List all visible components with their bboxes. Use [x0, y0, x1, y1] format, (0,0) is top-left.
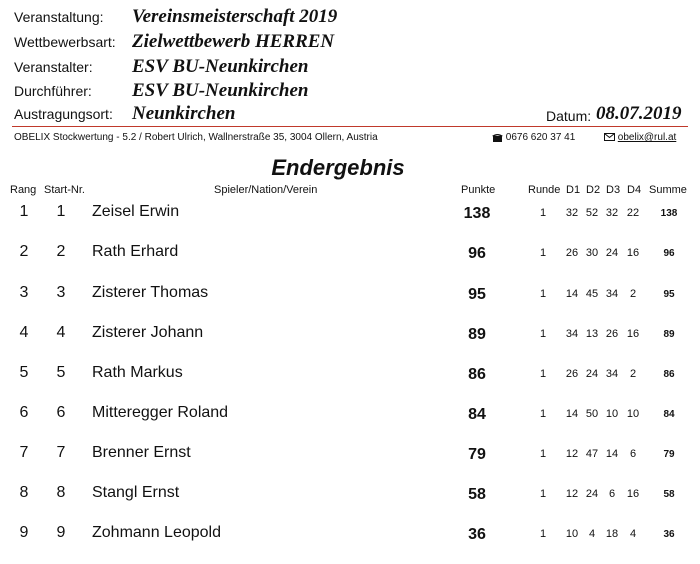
cell-rang: 3: [19, 284, 29, 301]
table-row: [0, 404, 700, 444]
cell-rang: 6: [19, 404, 29, 421]
table-row: [0, 324, 700, 364]
cell-name: Zohmann Leopold: [92, 524, 221, 541]
table-row: [0, 203, 700, 243]
cell-runde: 1: [539, 368, 547, 380]
cell-summe: 84: [663, 409, 675, 420]
cell-rang: 1: [19, 203, 29, 220]
col-d1: D1: [566, 184, 581, 196]
software-info: OBELIX Stockwertung - 5.2 / Robert Ulrich, Wallnerstraße 35, 3004 Ollern, Austria: [14, 132, 378, 143]
cell-rang: 7: [19, 444, 29, 461]
cell-runde: 1: [539, 408, 547, 420]
cell-d4: 6: [629, 448, 637, 460]
cell-d1: 12: [565, 488, 579, 500]
cell-punkte: 138: [463, 205, 491, 222]
cell-punkte: 58: [468, 486, 486, 503]
cell-runde: 1: [539, 207, 547, 219]
cell-start: 6: [56, 404, 66, 421]
cell-summe: 138: [660, 208, 678, 219]
cell-d4: 10: [626, 408, 640, 420]
cell-start: 2: [56, 243, 66, 260]
cell-summe: 95: [663, 289, 675, 300]
cell-d2: 50: [585, 408, 599, 420]
email-contact: [604, 132, 676, 143]
col-summe: Summe: [649, 184, 687, 196]
cell-name: Zisterer Johann: [92, 324, 204, 341]
label-durchfuehrer: Durchführer:: [14, 83, 92, 99]
table-row: [0, 444, 700, 484]
cell-d2: 30: [585, 247, 599, 259]
cell-rang: 8: [19, 484, 29, 501]
table-row: [0, 484, 700, 524]
email-address[interactable]: obelix@rul.at: [617, 132, 677, 143]
cell-d1: 34: [565, 328, 579, 340]
cell-rang: 5: [19, 364, 29, 381]
cell-d2: 24: [585, 368, 599, 380]
cell-d1: 10: [565, 528, 579, 540]
page-title: Endergebnis: [271, 155, 405, 180]
cell-d4: 2: [629, 368, 637, 380]
cell-start: 3: [56, 284, 66, 301]
cell-d1: 26: [565, 247, 579, 259]
cell-summe: 96: [663, 248, 675, 259]
phone-number: 0676 620 37 41: [505, 132, 576, 143]
cell-summe: 79: [663, 449, 675, 460]
envelope-icon: [604, 133, 615, 141]
cell-summe: 36: [663, 529, 675, 540]
col-player: Spieler/Nation/Verein: [214, 184, 318, 196]
cell-name: Rath Erhard: [92, 243, 179, 260]
cell-d2: 24: [585, 488, 599, 500]
cell-d1: 14: [565, 408, 579, 420]
table-row: [0, 243, 700, 283]
cell-d3: 18: [605, 528, 619, 540]
col-rang: Rang: [10, 184, 37, 196]
col-start: Start-Nr.: [44, 184, 85, 196]
cell-d4: 16: [626, 247, 640, 259]
cell-name: Rath Markus: [92, 364, 183, 381]
value-veranstaltung: Vereinsmeisterschaft 2019: [132, 6, 338, 27]
cell-d4: 4: [629, 528, 637, 540]
cell-d3: 32: [605, 207, 619, 219]
phone-icon: [492, 133, 503, 142]
cell-d2: 47: [585, 448, 599, 460]
header-divider: [12, 126, 688, 127]
table-row: [0, 284, 700, 324]
cell-start: 8: [56, 484, 66, 501]
cell-d2: 13: [585, 328, 599, 340]
cell-punkte: 79: [468, 446, 486, 463]
cell-start: 4: [56, 324, 66, 341]
cell-punkte: 96: [468, 245, 486, 262]
cell-d2: 4: [588, 528, 596, 540]
col-d3: D3: [606, 184, 621, 196]
value-wettbewerbsart: Zielwettbewerb HERREN: [132, 31, 335, 52]
cell-start: 1: [56, 203, 66, 220]
col-d4: D4: [627, 184, 642, 196]
cell-runde: 1: [539, 288, 547, 300]
cell-punkte: 95: [468, 286, 486, 303]
col-runde: Runde: [528, 184, 561, 196]
cell-start: 9: [56, 524, 66, 541]
cell-runde: 1: [539, 528, 547, 540]
cell-rang: 2: [19, 243, 29, 260]
cell-d3: 24: [605, 247, 619, 259]
col-d2: D2: [586, 184, 601, 196]
cell-runde: 1: [539, 247, 547, 259]
phone-contact: [492, 132, 575, 143]
cell-d1: 14: [565, 288, 579, 300]
cell-d2: 45: [585, 288, 599, 300]
cell-d4: 16: [626, 488, 640, 500]
table-row: [0, 364, 700, 404]
cell-name: Stangl Ernst: [92, 484, 180, 501]
label-wettbewerbsart: Wettbewerbsart:: [14, 34, 116, 50]
cell-start: 5: [56, 364, 66, 381]
cell-name: Zisterer Thomas: [92, 284, 209, 301]
cell-summe: 89: [663, 329, 675, 340]
label-austragungsort: Austragungsort:: [14, 106, 113, 122]
cell-d3: 10: [605, 408, 619, 420]
date-value: 08.07.2019: [596, 103, 682, 124]
cell-d4: 22: [626, 207, 640, 219]
cell-d3: 6: [608, 488, 616, 500]
cell-start: 7: [56, 444, 66, 461]
value-austragungsort: Neunkirchen: [132, 103, 236, 124]
cell-punkte: 84: [468, 406, 486, 423]
cell-summe: 86: [663, 369, 675, 380]
cell-d4: 16: [626, 328, 640, 340]
cell-d1: 26: [565, 368, 579, 380]
cell-d1: 32: [565, 207, 579, 219]
value-veranstalter: ESV BU-Neunkirchen: [132, 56, 309, 77]
cell-summe: 58: [663, 489, 675, 500]
cell-runde: 1: [539, 328, 547, 340]
cell-punkte: 89: [468, 326, 486, 343]
cell-runde: 1: [539, 488, 547, 500]
value-durchfuehrer: ESV BU-Neunkirchen: [132, 80, 309, 101]
cell-name: Mitteregger Roland: [92, 404, 229, 421]
cell-rang: 4: [19, 324, 29, 341]
table-row: [0, 524, 700, 564]
cell-runde: 1: [539, 448, 547, 460]
cell-punkte: 86: [468, 366, 486, 383]
col-punkte: Punkte: [461, 184, 496, 196]
cell-d3: 34: [605, 368, 619, 380]
cell-d3: 34: [605, 288, 619, 300]
cell-d3: 26: [605, 328, 619, 340]
label-veranstaltung: Veranstaltung:: [14, 9, 104, 25]
cell-d4: 2: [629, 288, 637, 300]
cell-d2: 52: [585, 207, 599, 219]
cell-rang: 9: [19, 524, 29, 541]
cell-name: Brenner Ernst: [92, 444, 191, 461]
cell-d1: 12: [565, 448, 579, 460]
cell-punkte: 36: [468, 526, 486, 543]
label-veranstalter: Veranstalter:: [14, 59, 93, 75]
cell-name: Zeisel Erwin: [92, 203, 180, 220]
cell-d3: 14: [605, 448, 619, 460]
date-label: Datum:: [546, 108, 592, 124]
